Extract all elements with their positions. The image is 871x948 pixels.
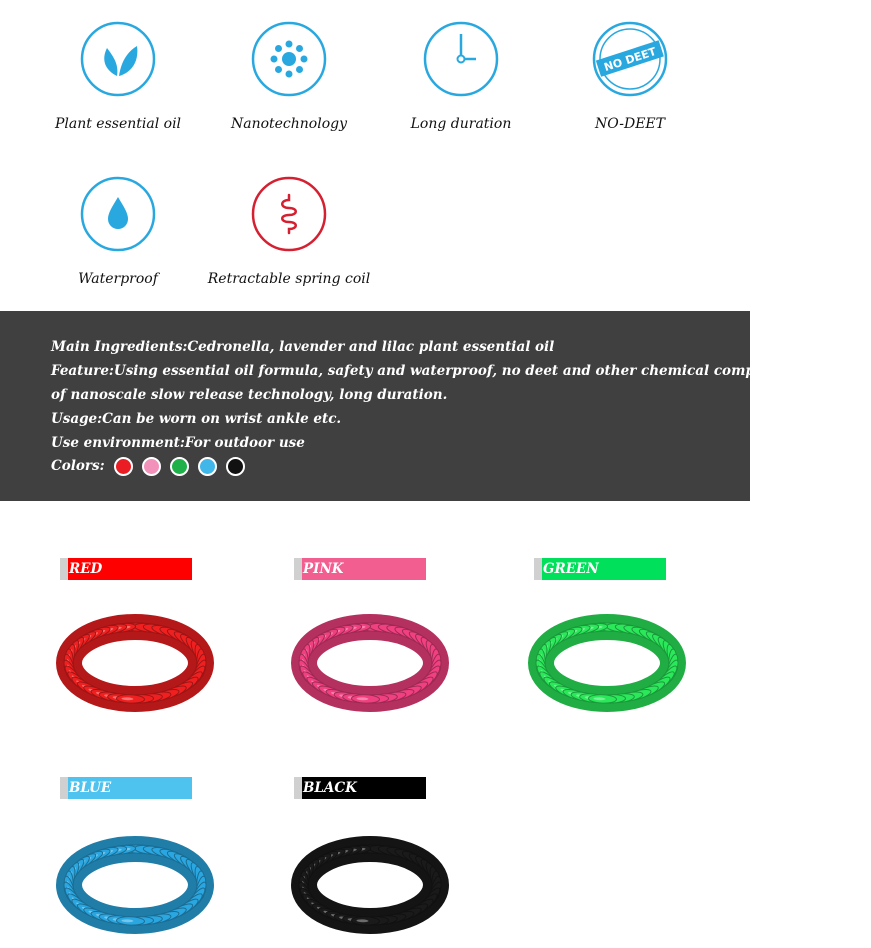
spring-coil-icon (250, 175, 328, 253)
bracelet-pink-image (285, 608, 455, 718)
feature-label: Plant essential oil (54, 116, 182, 132)
variant-tag-blue (60, 777, 192, 799)
bracelet-green-image (522, 608, 692, 718)
feature-label: NO-DEET (595, 116, 665, 132)
feature-label: Long duration (410, 116, 512, 132)
variant-label: BLUE (69, 780, 112, 796)
colors-label: Colors: (51, 458, 105, 474)
feature-text-continued: of nanoscale slow release technology, long duration. (51, 387, 448, 403)
bracelet-red-image (50, 608, 220, 718)
variant-tag-black (294, 777, 426, 799)
clock-icon (422, 20, 500, 98)
use-environment-text: Use environment:For outdoor use (51, 435, 305, 451)
variant-label: GREEN (543, 561, 599, 577)
leaf-icon (79, 20, 157, 98)
swatch-pink (142, 457, 161, 476)
feature-label: Waterproof (78, 271, 158, 287)
variant-label: PINK (303, 561, 344, 577)
variant-label: BLACK (303, 780, 357, 796)
feature-text: Feature:Using essential oil formula, safety and waterproof, no deet and other chemical components, the use (51, 363, 871, 379)
variant-tag-red (60, 558, 192, 580)
feature-label: Nanotechnology (230, 116, 348, 132)
variant-tag-pink (294, 558, 426, 580)
product-info-band (0, 311, 871, 501)
swatch-black (226, 457, 245, 476)
variant-tag-green (534, 558, 666, 580)
bracelet-black-image (285, 830, 455, 940)
main-ingredients-text: Main Ingredients:Cedronella, lavender and lilac plant essential oil (51, 339, 555, 355)
svg-text:NO DEET: NO DEET (602, 44, 658, 75)
swatch-green (170, 457, 189, 476)
variant-label: RED (69, 561, 103, 577)
swatch-blue (198, 457, 217, 476)
swatch-red (114, 457, 133, 476)
water-drop-icon (79, 175, 157, 253)
bracelet-blue-image (50, 830, 220, 940)
no-deet-stamp-icon (591, 20, 669, 98)
feature-label: Retractable spring coil (207, 271, 371, 287)
colors-row (51, 457, 245, 476)
usage-text: Usage:Can be worn on wrist ankle etc. (51, 411, 342, 427)
nano-dots-icon (250, 20, 328, 98)
